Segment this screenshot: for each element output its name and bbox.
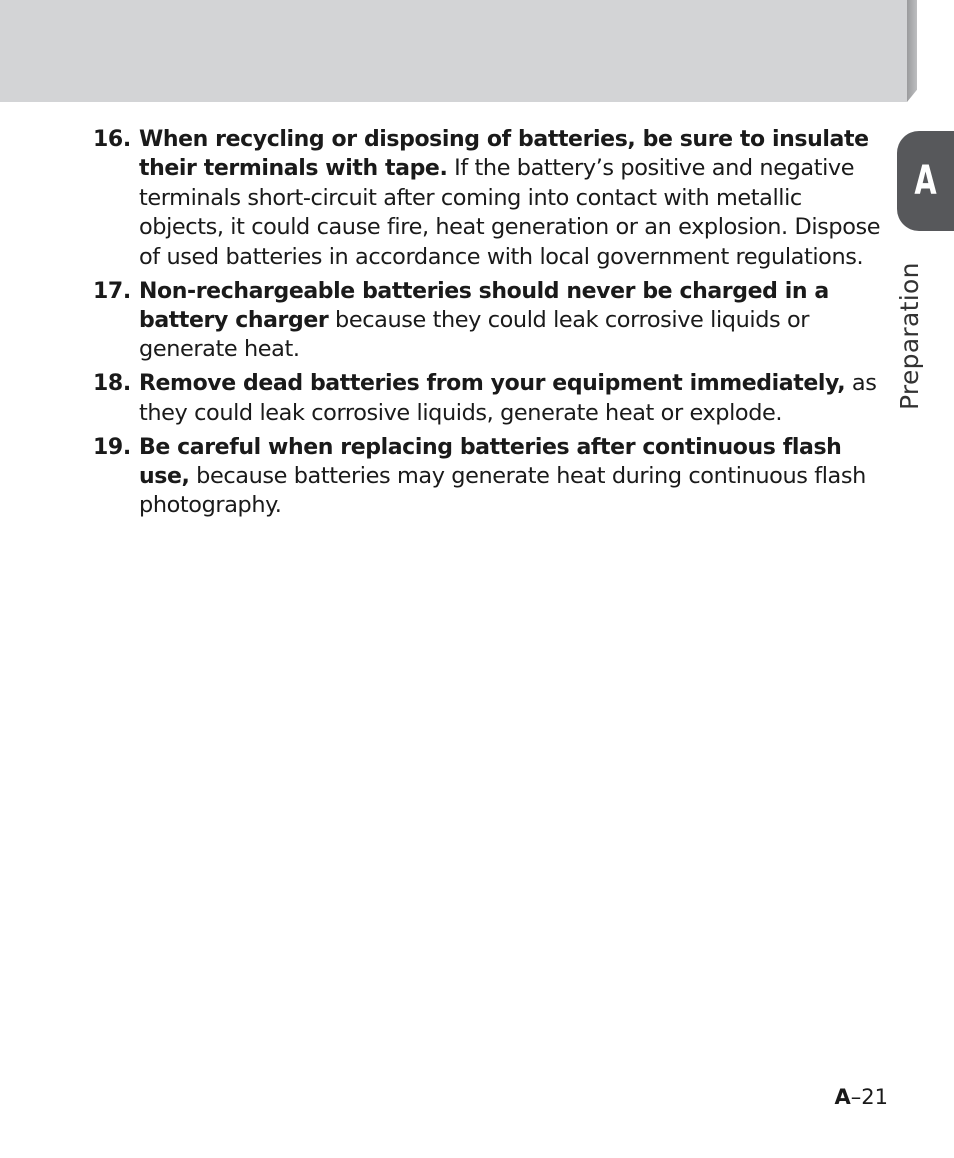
chapter-label: Preparation <box>895 262 924 410</box>
chapter-tab <box>897 131 954 231</box>
item-heading: Remove dead batteries from your equipment immediately, <box>139 371 846 397</box>
safety-list <box>93 125 893 525</box>
chapter-tab-letter: A <box>914 158 937 204</box>
item-body <box>139 277 893 365</box>
item-body <box>139 125 893 272</box>
item-description: because they could leak corrosive liquids or generate heat. <box>139 306 810 363</box>
page-number <box>835 1083 889 1111</box>
item-heading: When recycling or disposing of batteries, be sure to insulate their terminals with tape. <box>139 127 869 182</box>
item-heading: Be careful when replacing batteries after continuous flash use, <box>139 434 842 489</box>
item-description: because batteries may generate heat during continuous flash photography. <box>139 462 866 519</box>
item-number: 16. <box>93 127 131 152</box>
item-heading: Non-rechargeable batteries should never be charged in a battery charger <box>139 278 829 333</box>
list-item <box>93 433 893 521</box>
header-band <box>0 0 907 102</box>
item-body <box>139 433 893 521</box>
page-value: 21 <box>861 1085 888 1109</box>
item-description: as they could leak corrosive liquids, generate heat or explode. <box>139 370 877 426</box>
list-item <box>93 277 893 365</box>
page-chapter: A <box>834 1085 851 1109</box>
item-description: If the battery’s positive and negative terminals short-circuit after coming into contact with metallic objects, it could cause fire, heat generation or an explosion. Dispose of used batteries in accordance with local government regulations. <box>139 155 881 270</box>
item-number: 17. <box>93 278 131 304</box>
chapter-label-container <box>895 250 925 410</box>
item-number: 19. <box>93 434 131 460</box>
list-item <box>93 125 893 272</box>
item-body <box>139 369 893 428</box>
list-item <box>93 369 893 428</box>
header-band-edge <box>907 0 917 102</box>
page-separator: – <box>850 1085 862 1109</box>
item-number: 18. <box>93 371 131 397</box>
